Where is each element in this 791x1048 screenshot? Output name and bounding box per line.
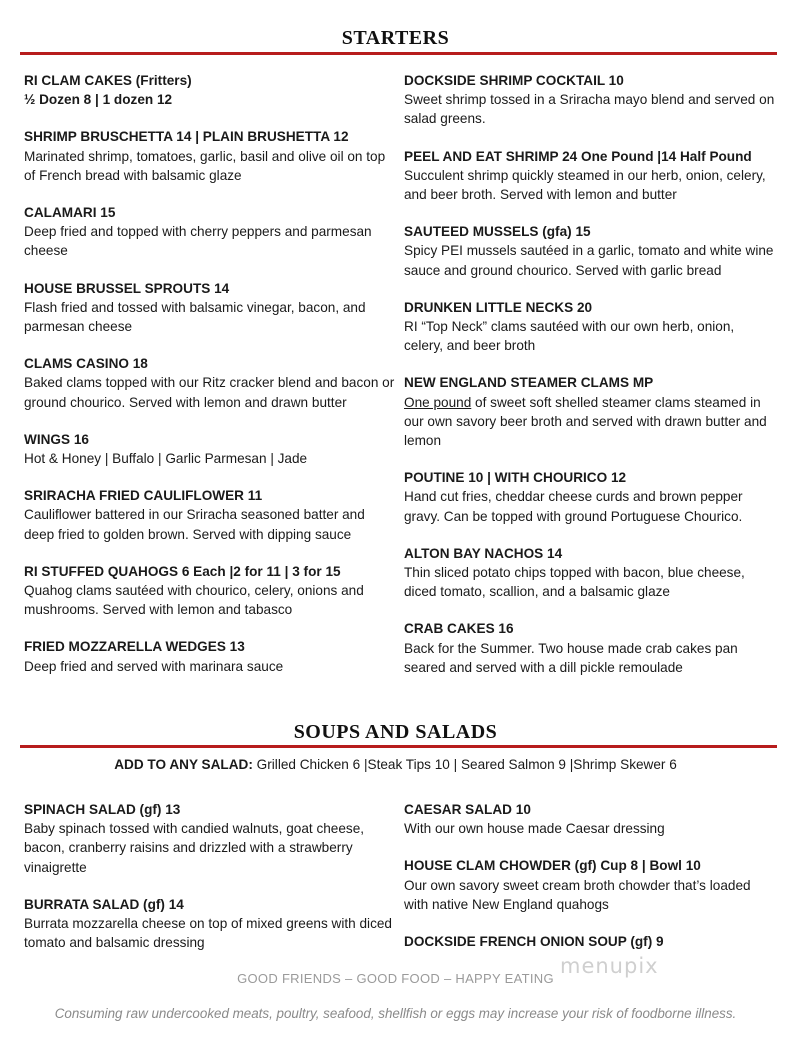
menu-item	[404, 71, 776, 129]
menu-item	[24, 800, 396, 877]
item-description: Succulent shrimp quickly steamed in our herb, onion, celery, and beer broth. Served with lemon and butter	[404, 167, 766, 203]
item-description: RI “Top Neck” clams sautéed with our own herb, onion, celery, and beer broth	[404, 319, 735, 354]
item-title: CLAMS CASINO 18	[24, 356, 148, 372]
item-title: HOUSE CLAM CHOWDER (gf) Cup 8 | Bowl 10	[404, 858, 701, 874]
item-title: CRAB CAKES 16	[404, 621, 514, 637]
menu-item	[404, 856, 776, 914]
item-title: SRIRACHA FRIED CAULIFLOWER 11	[24, 488, 263, 504]
menu-item	[404, 800, 776, 838]
item-title: SAUTEED MUSSELS (gfa) 15	[404, 224, 591, 240]
menu-item	[24, 637, 396, 675]
item-title: NEW ENGLAND STEAMER CLAMS MP	[404, 375, 654, 391]
starters-heading: STARTERS	[341, 27, 450, 49]
menu-item	[404, 222, 776, 280]
item-title: DOCKSIDE SHRIMP COCKTAIL 10	[404, 73, 624, 88]
menu-item	[404, 468, 776, 526]
item-description: Back for the Summer. Two house made crab cakes pan seared and served with a dill pickle remoulade	[404, 640, 738, 675]
salad-addons	[0, 757, 791, 772]
footer-tagline: GOOD FRIENDS – GOOD FOOD – HAPPY EATING	[237, 971, 554, 986]
item-description: Hot & Honey | Buffalo | Garlic Parmesan | Jade	[24, 451, 308, 467]
starters-left-column	[24, 71, 396, 694]
item-description	[404, 393, 776, 451]
item-title: FRIED MOZZARELLA WEDGES 13	[24, 639, 245, 655]
menu-item	[24, 71, 396, 109]
item-description: Deep fried and topped with cherry peppers and parmesan cheese	[24, 224, 372, 259]
item-title: DRUNKEN LITTLE NECKS 20	[404, 299, 593, 315]
item-title: RI STUFFED QUAHOGS 6 Each |2 for 11 | 3 for 15	[24, 563, 341, 579]
item-description: Sweet shrimp tossed in a Sriracha mayo blend and served on salad greens.	[404, 92, 775, 127]
item-description: Flash fried and tossed with balsamic vinegar, bacon, and parmesan cheese	[24, 299, 366, 335]
item-price: ½ Dozen 8 | 1 dozen 12	[24, 92, 173, 108]
soups-salads-heading: SOUPS AND SALADS	[293, 721, 498, 743]
salad-addons-options: Grilled Chicken 6 |Steak Tips 10 | Seared Salmon 9 |Shrimp Skewer 6	[252, 757, 677, 772]
soups-left-column	[24, 800, 396, 970]
menu-item	[404, 298, 776, 356]
menu-item	[24, 203, 396, 261]
soups-salads-divider	[20, 745, 777, 748]
menu-item	[404, 932, 776, 951]
item-description: Cauliflower battered in our Sriracha seasoned batter and deep fried to golden brown. Served with dipping sauce	[24, 507, 365, 542]
item-description: Baby spinach tossed with candied walnuts, goat cheese, bacon, cranberry raisins and drizzled with a strawberry vinaigrette	[24, 821, 365, 875]
watermark-logo: menupix	[560, 954, 659, 978]
item-title: PEEL AND EAT SHRIMP 24 One Pound |14 Half Pound	[404, 148, 752, 164]
item-description-emphasis: One pound	[404, 394, 472, 410]
salad-addons-label: ADD TO ANY SALAD:	[114, 757, 253, 772]
item-description: Burrata mozzarella cheese on top of mixed greens with diced tomato and balsamic dressing	[24, 916, 392, 951]
menu-item	[24, 486, 396, 544]
item-description: Our own savory sweet cream broth chowder that’s loaded with native New England quahogs	[404, 877, 751, 912]
item-description: With our own house made Caesar dressing	[404, 821, 665, 837]
item-title: SPINACH SALAD (gf) 13	[24, 802, 181, 817]
menu-item	[24, 354, 396, 412]
item-description: Marinated shrimp, tomatoes, garlic, basil and olive oil on top of French bread with balsamic glaze	[24, 148, 386, 183]
item-title: POUTINE 10 | WITH CHOURICO 12	[404, 470, 627, 486]
item-title: RI CLAM CAKES (Fritters)	[24, 73, 192, 88]
item-description-rest: of sweet soft shelled steamer clams steamed in our own savory beer broth and served with drawn butter and lemon	[404, 394, 767, 449]
soups-right-column	[404, 800, 776, 969]
menu-item	[24, 279, 396, 337]
menu-item	[404, 544, 776, 602]
item-title: WINGS 16	[24, 431, 89, 447]
menu-item	[404, 147, 776, 205]
menu-item	[24, 562, 396, 620]
item-title: SHRIMP BRUSCHETTA 14 | PLAIN BRUSHETTA 12	[24, 129, 349, 145]
item-title: DOCKSIDE FRENCH ONION SOUP (gf) 9	[404, 934, 664, 950]
item-description: Deep fried and served with marinara sauce	[24, 658, 284, 674]
item-title: CALAMARI 15	[24, 205, 116, 221]
menu-item	[24, 895, 396, 953]
starters-divider	[20, 52, 777, 55]
item-description: Thin sliced potato chips topped with bacon, blue cheese, diced tomato, scallion, and a balsamic glaze	[404, 565, 745, 600]
item-title: HOUSE BRUSSEL SPROUTS 14	[24, 280, 230, 296]
item-description: Quahog clams sautéed with chourico, celery, onions and mushrooms. Served with lemon and tabasco	[24, 583, 364, 618]
menu-item	[404, 373, 776, 450]
item-title: BURRATA SALAD (gf) 14	[24, 896, 184, 912]
item-description: Spicy PEI mussels sautéed in a garlic, tomato and white wine sauce and ground chourico. Served with garlic bread	[404, 243, 774, 278]
menu-item	[24, 430, 396, 468]
item-description: Baked clams topped with our Ritz cracker blend and bacon or ground chourico. Served with lemon and drawn butter	[24, 375, 395, 410]
item-title: ALTON BAY NACHOS 14	[404, 545, 563, 561]
menu-item	[404, 619, 776, 677]
item-title: CAESAR SALAD 10	[404, 802, 531, 817]
food-safety-disclaimer: Consuming raw undercooked meats, poultry, seafood, shellfish or eggs may increase your risk of foodborne illness.	[54, 1006, 737, 1021]
item-description: Hand cut fries, cheddar cheese curds and brown pepper gravy. Can be topped with ground Portuguese Chourico.	[404, 489, 743, 524]
menu-item	[24, 127, 396, 185]
starters-right-column	[404, 71, 776, 695]
